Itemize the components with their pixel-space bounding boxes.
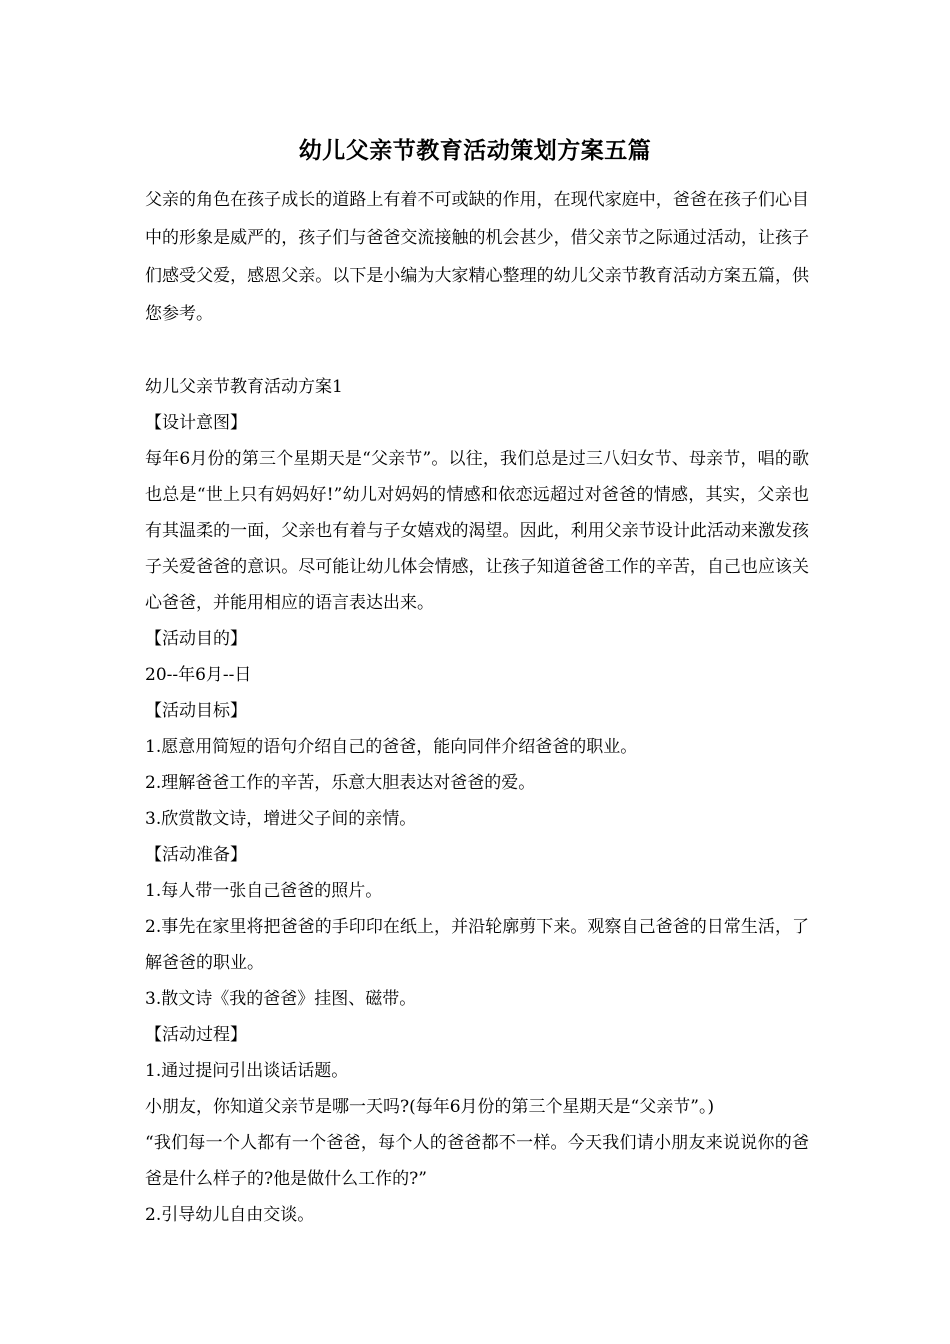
intro-paragraph: 父亲的角色在孩子成长的道路上有着不可或缺的作用，在现代家庭中，爸爸在孩子们心目中的形象是威严的，孩子们与爸爸交流接触的机会甚少，借父亲节之际通过活动，让孩子们感受父爱，感恩父亲。以下是小编为大家精心整理的幼儿父亲节教育活动方案五篇，供您参考。 [145,190,809,324]
goals-heading: 【活动目标】 [145,701,247,721]
process-item: 小朋友，你知道父亲节是哪一天吗?(每年6月份的第三个星期天是“父亲节”。) [145,1097,715,1117]
paragraph-spacer [145,333,809,369]
document-body [145,181,809,1233]
document-title: 幼儿父亲节教育活动策划方案五篇 [298,137,652,164]
goal-item: 3.欣赏散文诗，增进父子间的亲情。 [145,809,417,829]
prep-item: 1.每人带一张自己爸爸的照片。 [145,881,383,901]
design-paragraph: 每年6月份的第三个星期天是“父亲节”。以往，我们总是过三八妇女节、母亲节，唱的歌也总是“世上只有妈妈好!”幼儿对妈妈的情感和依恋远超过对爸爸的情感，其实，父亲也有其温柔的一面，父亲也有着与子女嬉戏的渴望。因此，利用父亲节设计此活动来激发孩子关爱爸爸的意识。尽可能让幼儿体会情感，让孩子知道爸爸工作的辛苦，自己也应该关心爸爸，并能用相应的语言表达出来。 [145,449,809,613]
prep-item: 3.散文诗《我的爸爸》挂图、磁带。 [145,989,417,1009]
prep-heading: 【活动准备】 [145,845,247,865]
prep-item: 2.事先在家里将把爸爸的手印印在纸上，并沿轮廓剪下来。观察自己爸爸的日常生活，了解爸爸的职业。 [145,917,809,973]
process-heading: 【活动过程】 [145,1025,247,1045]
goal-item: 2.理解爸爸工作的辛苦，乐意大胆表达对爸爸的爱。 [145,773,536,793]
design-heading: 【设计意图】 [145,413,247,433]
purpose-heading: 【活动目的】 [145,629,247,649]
process-item: “我们每一个人都有一个爸爸，每个人的爸爸都不一样。今天我们请小朋友来说说你的爸爸是什么样子的?他是做什么工作的?” [145,1133,809,1189]
process-item: 1.通过提问引出谈话话题。 [145,1061,349,1081]
process-item: 2.引导幼儿自由交谈。 [145,1205,315,1225]
goal-item: 1.愿意用简短的语句介绍自己的爸爸，能向同伴介绍爸爸的职业。 [145,737,638,757]
purpose-date: 20--年6月--日 [145,665,252,685]
plan-title: 幼儿父亲节教育活动方案1 [145,377,343,397]
